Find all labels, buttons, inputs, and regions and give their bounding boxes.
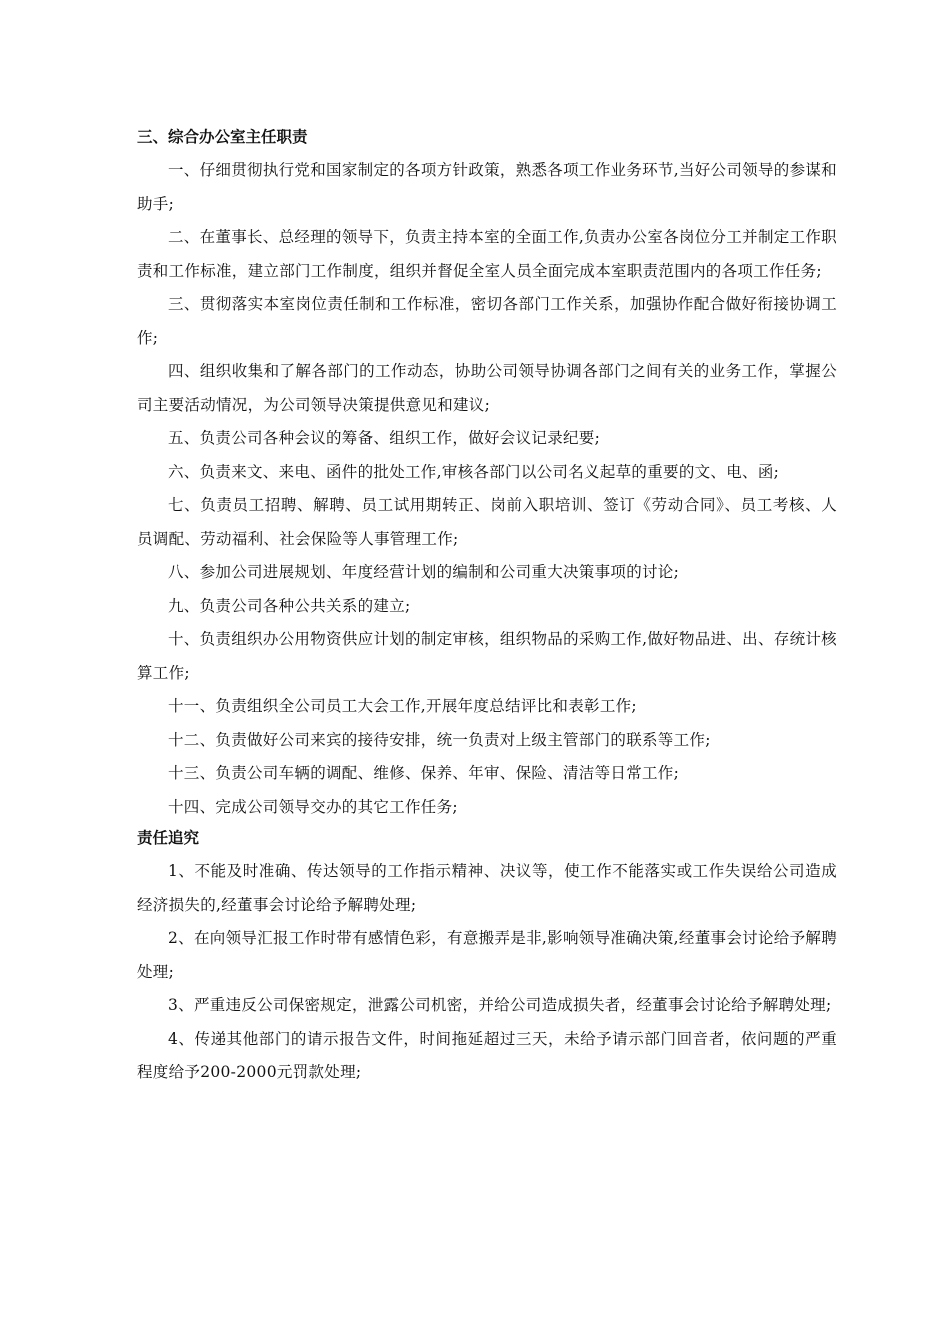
accountability-title: 责任追究 xyxy=(137,829,200,847)
duty-paragraph: 十、负责组织办公用物资供应计划的制定审核，组织物品的采购工作,做好物品进、出、存统计核算工作; xyxy=(137,630,837,682)
duty-paragraph: 九、负责公司各种公共关系的建立; xyxy=(168,596,411,615)
duty-paragraph: 七、负责员工招聘、解聘、员工试用期转正、岗前入职培训、签订《劳动合同》、员工考核、人员调配、劳动福利、社会保险等人事管理工作; xyxy=(137,496,837,548)
duty-paragraph: 十三、负责公司车辆的调配、维修、保养、年审、保险、清洁等日常工作; xyxy=(168,764,680,782)
accountability-paragraph: 4、传递其他部门的请示报告文件，时间拖延超过三天，未给予请示部门回音者，依问题的严重程度给予200-2000元罚款处理; xyxy=(137,1029,837,1081)
duty-paragraph: 三、贯彻落实本室岗位责任制和工作标准，密切各部门工作关系，加强协作配合做好衔接协调工作; xyxy=(137,295,837,347)
duty-paragraph: 八、参加公司进展规划、年度经营计划的编制和公司重大决策事项的讨论; xyxy=(168,563,680,581)
duty-paragraph: 五、负责公司各种会议的筹备、组织工作，做好会议记录纪要; xyxy=(168,429,601,447)
document-body xyxy=(137,123,837,1090)
duty-paragraph: 十四、完成公司领导交办的其它工作任务; xyxy=(168,797,458,816)
accountability-paragraph: 3、严重违反公司保密规定，泄露公司机密，并给公司造成损失者，经董事会讨论给予解聘处理; xyxy=(168,996,832,1014)
duty-paragraph: 六、负责来文、来电、函件的批处工作,审核各部门以公司名义起草的重要的文、电、函; xyxy=(168,462,780,481)
duty-paragraph: 四、组织收集和了解各部门的工作动态，协助公司领导协调各部门之间有关的业务工作，掌握公司主要活动情况，为公司领导决策提供意见和建议; xyxy=(137,362,837,414)
duty-paragraph: 十二、负责做好公司来宾的接待安排，统一负责对上级主管部门的联系等工作; xyxy=(168,730,711,749)
accountability-paragraph: 2、在向领导汇报工作时带有感情色彩，有意搬弄是非,影响领导准确决策,经董事会讨论给予解聘处理; xyxy=(137,929,837,981)
duty-paragraph: 二、在董事长、总经理的领导下，负责主持本室的全面工作,负责办公室各岗位分工并制定工作职责和工作标准，建立部门工作制度，组织并督促全室人员全面完成本室职责范围内的各项工作任务; xyxy=(137,228,837,280)
duty-paragraph: 一、仔细贯彻执行党和国家制定的各项方针政策，熟悉各项工作业务环节,当好公司领导的参谋和助手; xyxy=(137,161,837,213)
accountability-paragraph: 1、不能及时准确、传达领导的工作指示精神、决议等，使工作不能落实或工作失误给公司造成经济损失的,经董事会讨论给予解聘处理; xyxy=(137,862,837,914)
duty-paragraph: 十一、负责组织全公司员工大会工作,开展年度总结评比和表彰工作; xyxy=(168,697,637,715)
section-title: 三、综合办公室主任职责 xyxy=(137,128,308,146)
